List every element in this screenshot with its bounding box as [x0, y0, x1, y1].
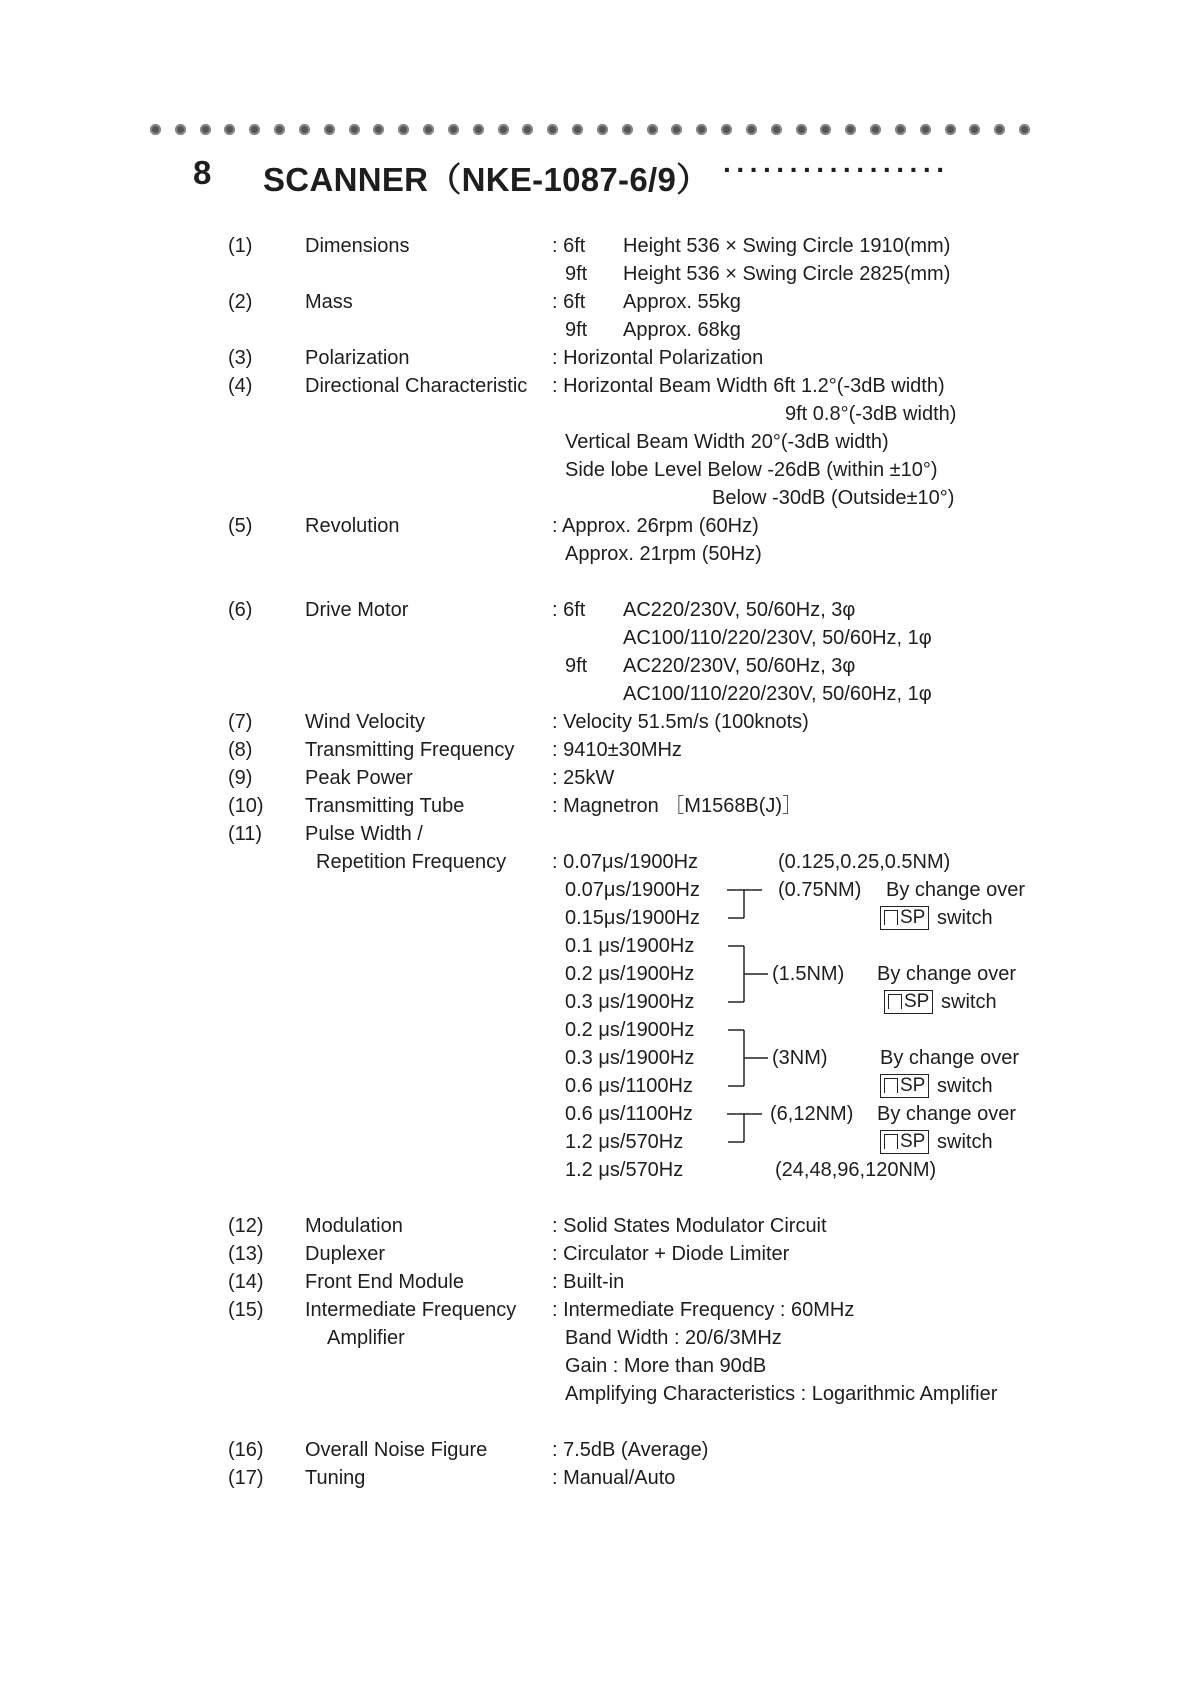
spec-label: Overall Noise Figure [305, 1439, 488, 1461]
section-number: 8 [193, 154, 212, 191]
divider-dot [572, 124, 583, 135]
divider-dot [696, 124, 707, 135]
spec-label: Peak Power [305, 767, 413, 789]
pulse-width-entry: 0.2 μs/1900Hz [565, 963, 695, 985]
spec-value: Height 536 × Swing Circle 2825(mm) [623, 263, 951, 285]
divider-dot [1019, 124, 1030, 135]
divider-dot [373, 124, 384, 135]
spec-number: (13) [228, 1243, 264, 1265]
spec-value: Approx. 55kg [623, 291, 741, 313]
spec-value: Height 536 × Swing Circle 1910(mm) [623, 235, 951, 257]
range-label: (0.125,0.25,0.5NM) [778, 851, 951, 873]
spec-value: : Magnetron ［M1568B(J)］ [552, 795, 803, 817]
section-heading: SCANNER（NKE-1087-6/9） [263, 161, 710, 198]
spec-number: (7) [228, 711, 253, 733]
divider-dot [721, 124, 732, 135]
range-label: (1.5NM) [772, 963, 845, 985]
spec-label: Wind Velocity [305, 711, 426, 733]
divider-dot [796, 124, 807, 135]
spec-label: Mass [305, 291, 353, 313]
divider-dot [870, 124, 881, 135]
divider-dot [398, 124, 409, 135]
divider-dot [150, 124, 161, 135]
divider-dot [820, 124, 831, 135]
sp-label: SP [904, 991, 930, 1012]
divider-dot [175, 124, 186, 135]
spec-value: Side lobe Level Below -26dB (within ±10°) [565, 459, 938, 481]
divider-dot [895, 124, 906, 135]
divider-dot [671, 124, 682, 135]
pulse-width-entry: 0.6 μs/1100Hz [565, 1075, 693, 1097]
spec-value: 9ft 0.8°(-3dB width) [785, 403, 957, 425]
divider-dot [200, 124, 211, 135]
pulse-width-entry: 0.15μs/1900Hz [565, 907, 700, 929]
dot-divider [150, 119, 1030, 139]
divider-dot [647, 124, 658, 135]
spec-value: : Approx. 26rpm (60Hz) [552, 515, 759, 537]
spec-number: (10) [228, 795, 264, 817]
spec-number: (12) [228, 1215, 264, 1237]
range-label: (24,48,96,120NM) [775, 1159, 937, 1181]
spec-value: : Circulator + Diode Limiter [552, 1243, 790, 1265]
change-over-label: By change over [877, 1103, 1016, 1125]
sp-label: SP [900, 907, 926, 928]
pulse-width-entry: 1.2 μs/570Hz [565, 1159, 684, 1181]
divider-dot [845, 124, 856, 135]
divider-dot [299, 124, 310, 135]
divider-dot [423, 124, 434, 135]
section-title [0, 154, 1100, 198]
divider-dot [224, 124, 235, 135]
switch-label: switch [941, 991, 997, 1013]
switch-label: switch [937, 1131, 993, 1153]
pulse-width-entry: 0.1 μs/1900Hz [565, 935, 695, 957]
spec-label: Pulse Width / [305, 823, 423, 845]
spec-value: : Velocity 51.5m/s (100knots) [552, 711, 809, 733]
spec-number: (4) [228, 375, 253, 397]
spec-label: Intermediate Frequency [305, 1299, 517, 1321]
pulse-glyph-icon [884, 910, 898, 925]
sp-switch-icon [880, 1130, 929, 1154]
spec-value: Approx. 21rpm (50Hz) [565, 543, 762, 565]
sp-switch-icon [880, 906, 929, 930]
spec-value: : Horizontal Polarization [552, 347, 764, 369]
pulse-width-entry: 0.2 μs/1900Hz [565, 1019, 695, 1041]
spec-value: : Solid States Modulator Circuit [552, 1215, 827, 1237]
divider-dot [771, 124, 782, 135]
spec-value: : 25kW [552, 767, 615, 789]
spec-value: : 9410±30MHz [552, 739, 682, 761]
pulse-glyph-icon [884, 1078, 898, 1093]
spec-number: (8) [228, 739, 253, 761]
divider-dot [622, 124, 633, 135]
divider-dot [969, 124, 980, 135]
spec-value: AC220/230V, 50/60Hz, 3φ [623, 655, 856, 677]
spec-label-cont: Repetition Frequency [316, 851, 507, 873]
sp-label: SP [900, 1131, 926, 1152]
divider-dot [522, 124, 533, 135]
spec-value: Below -30dB (Outside±10°) [712, 487, 955, 509]
pulse-width-entry: 1.2 μs/570Hz [565, 1131, 684, 1153]
spec-value: Approx. 68kg [623, 319, 741, 341]
divider-dot [498, 124, 509, 135]
spec-label: Duplexer [305, 1243, 386, 1265]
spec-value-prefix: : 6ft [552, 235, 586, 257]
spec-value: Band Width : 20/6/3MHz [565, 1327, 782, 1349]
range-label: (3NM) [772, 1047, 828, 1069]
spec-value: : Manual/Auto [552, 1467, 676, 1489]
spec-value: Vertical Beam Width 20°(-3dB width) [565, 431, 889, 453]
spec-number: (16) [228, 1439, 264, 1461]
spec-number: (17) [228, 1467, 264, 1489]
change-over-label: By change over [880, 1047, 1019, 1069]
spec-label: Transmitting Tube [305, 795, 465, 817]
sp-switch-icon [884, 990, 933, 1014]
divider-dot [547, 124, 558, 135]
spec-label: Modulation [305, 1215, 403, 1237]
spec-label: Front End Module [305, 1271, 464, 1293]
spec-label: Tuning [305, 1467, 366, 1489]
spec-value-prefix: : 6ft [552, 599, 586, 621]
switch-label: switch [937, 907, 993, 929]
spec-value-prefix: 9ft [565, 655, 588, 677]
divider-dot [473, 124, 484, 135]
divider-dot [945, 124, 956, 135]
spec-label-cont: Amplifier [327, 1327, 405, 1349]
spec-label: Polarization [305, 347, 410, 369]
spec-number: (9) [228, 767, 253, 789]
spec-number: (15) [228, 1299, 264, 1321]
spec-label: Revolution [305, 515, 400, 537]
pulse-width-entry: : 0.07μs/1900Hz [552, 851, 699, 873]
divider-dot [249, 124, 260, 135]
divider-dot [994, 124, 1005, 135]
spec-label: Directional Characteristic [305, 375, 528, 397]
spec-value: Gain : More than 90dB [565, 1355, 767, 1377]
dot-leader: ················· [723, 154, 950, 185]
sp-switch-icon [880, 1074, 929, 1098]
divider-dot [274, 124, 285, 135]
change-over-label: By change over [886, 879, 1025, 901]
spec-value: : Horizontal Beam Width 6ft 1.2°(-3dB width) [552, 375, 945, 397]
pulse-glyph-icon [888, 994, 902, 1009]
spec-value-prefix: : 6ft [552, 291, 586, 313]
spec-value-prefix: 9ft [565, 319, 588, 341]
spec-value: AC220/230V, 50/60Hz, 3φ [623, 599, 856, 621]
spec-label: Transmitting Frequency [305, 739, 515, 761]
spec-value: AC100/110/220/230V, 50/60Hz, 1φ [623, 683, 932, 705]
spec-number: (14) [228, 1271, 264, 1293]
switch-label: switch [937, 1075, 993, 1097]
range-label: (0.75NM) [778, 879, 862, 901]
spec-value: : 7.5dB (Average) [552, 1439, 709, 1461]
spec-number: (3) [228, 347, 253, 369]
divider-dot [448, 124, 459, 135]
divider-dot [597, 124, 608, 135]
spec-number: (1) [228, 235, 253, 257]
spec-number: (11) [228, 823, 263, 845]
spec-label: Drive Motor [305, 599, 409, 621]
spec-label: Dimensions [305, 235, 410, 257]
spec-value: : Built-in [552, 1271, 625, 1293]
pulse-width-entry: 0.07μs/1900Hz [565, 879, 700, 901]
pulse-glyph-icon [884, 1134, 898, 1149]
divider-dot [746, 124, 757, 135]
range-label: (6,12NM) [770, 1103, 854, 1125]
spec-value-prefix: 9ft [565, 263, 588, 285]
spec-number: (2) [228, 291, 253, 313]
divider-dot [349, 124, 360, 135]
spec-value: Amplifying Characteristics : Logarithmic Amplifier [565, 1383, 998, 1405]
pulse-width-entry: 0.6 μs/1100Hz [565, 1103, 693, 1125]
pulse-width-entry: 0.3 μs/1900Hz [565, 1047, 695, 1069]
spec-number: (5) [228, 515, 253, 537]
spec-number: (6) [228, 599, 253, 621]
change-over-label: By change over [877, 963, 1016, 985]
divider-dot [324, 124, 335, 135]
spec-value: AC100/110/220/230V, 50/60Hz, 1φ [623, 627, 932, 649]
divider-dot [920, 124, 931, 135]
pulse-width-entry: 0.3 μs/1900Hz [565, 991, 695, 1013]
spec-value: : Intermediate Frequency : 60MHz [552, 1299, 855, 1321]
sp-label: SP [900, 1075, 926, 1096]
